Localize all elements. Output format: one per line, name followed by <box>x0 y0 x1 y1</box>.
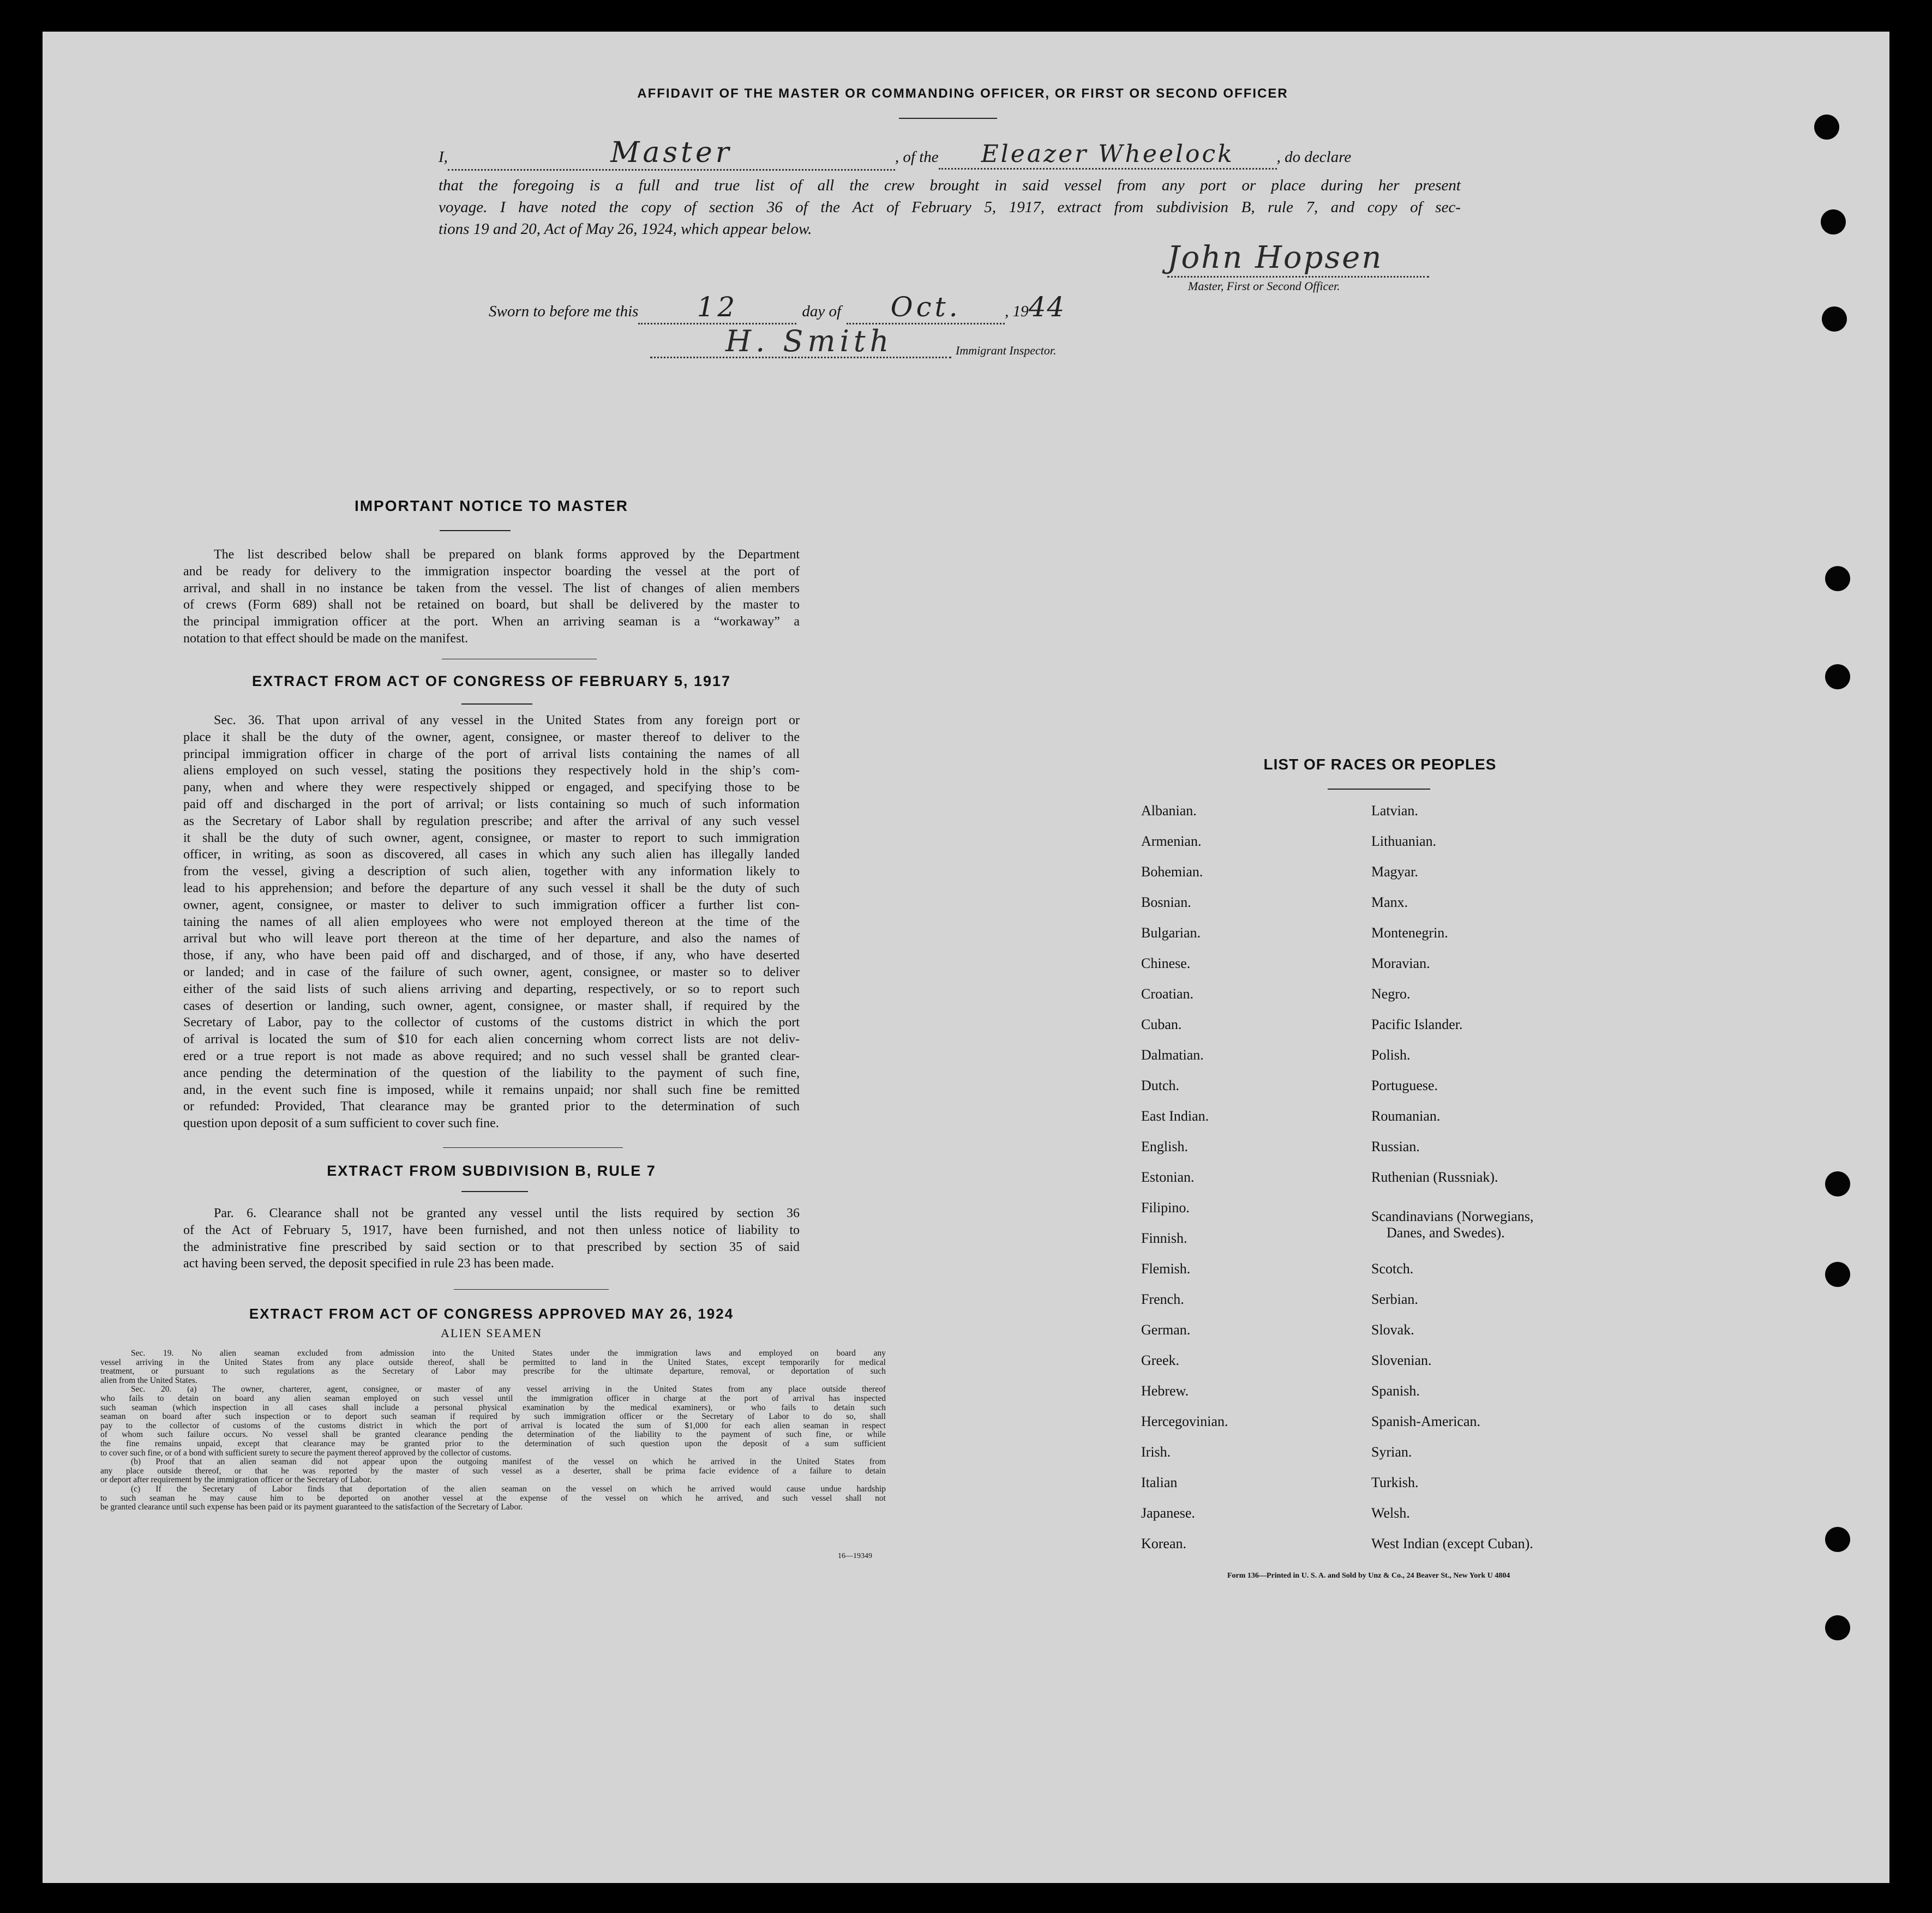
race-item: Slovenian. <box>1371 1352 1432 1368</box>
race-item: West Indian (except Cuban). <box>1371 1536 1533 1551</box>
race-item: Turkish. <box>1371 1475 1419 1490</box>
race-item: Negro. <box>1371 986 1411 1002</box>
notice-line: The list described below shall be prepared on blank forms approved by the Department <box>214 548 800 562</box>
master-signature: John Hopsen <box>1167 240 1383 275</box>
extract-1917-line: ance pending the determination of the question of the liability to the payment of such fine, <box>183 1066 800 1080</box>
declaration-line-4: tions 19 and 20, Act of May 26, 1924, which appear below. <box>439 220 812 238</box>
binder-hole <box>1825 1262 1850 1287</box>
extract-1917-line: officer, in writing, as soon as discovered, all cases in which any such alien has illegally landed <box>183 847 800 862</box>
race-item: Dutch. <box>1141 1078 1180 1093</box>
extract-1917-line: or landed; and in case of the failure of such owner, agent, consignee, or master so to deliver <box>183 965 800 979</box>
race-item: Ruthenian (Russniak). <box>1371 1169 1498 1185</box>
race-item: Dalmatian. <box>1141 1047 1204 1063</box>
extract-1917-line: those, if any, who have been paid off and discharged, and of those, if any, who have deserted <box>183 948 800 963</box>
extract-1917-line: owner, agent, consignee, or master to deliver to such immigration officer a further list con- <box>183 898 800 912</box>
race-item: French. <box>1141 1291 1184 1307</box>
affidavit-title: AFFIDAVIT OF THE MASTER OR COMMANDING OFFICER, OR FIRST OR SECOND OFFICER <box>637 86 1288 101</box>
form-code: 16—19349 <box>838 1552 872 1560</box>
rule7-title: EXTRACT FROM SUBDIVISION B, RULE 7 <box>327 1163 656 1179</box>
race-item: Flemish. <box>1141 1261 1191 1277</box>
sworn-line <box>489 291 1065 324</box>
race-item: Bohemian. <box>1141 864 1203 880</box>
extract-1917-line: and, in the event such fine is imposed, while it remains unpaid; nor shall such fine be remitted <box>183 1082 800 1097</box>
declarant-field <box>448 136 895 171</box>
sworn-day-handwritten: 12 <box>697 291 739 323</box>
extract-1924-line: to such seaman he may cause him to be deported on another vessel at the expense of the vessel on which he arrived, and such vessel shall not <box>100 1493 886 1503</box>
declaration-line-1 <box>439 136 1461 171</box>
extract-1924-line: (b) Proof that an alien seaman did not appear upon the outgoing manifest of the vessel on which he arrived in the United States from <box>131 1457 886 1467</box>
rule7-line: of the Act of February 5, 1917, have been furnished, and not then unless notice of liability to <box>183 1223 800 1237</box>
rule7-rule <box>461 1191 528 1192</box>
race-item: Serbian. <box>1371 1291 1418 1307</box>
binder-hole <box>1814 115 1839 140</box>
race-item: English. <box>1141 1139 1188 1154</box>
extract-1924-title: EXTRACT FROM ACT OF CONGRESS APPROVED MAY 26, 1924 <box>249 1306 734 1322</box>
notice-line: of crews (Form 689) shall not be retained on board, but shall be delivered by the master to <box>183 598 800 612</box>
race-item: Russian. <box>1371 1139 1420 1154</box>
extract-1924-line: seaman on board after such inspection or to deport such seaman if required by such immigration officer or the Secretary of Labor to do so, shall <box>100 1412 886 1422</box>
race-item: Spanish-American. <box>1371 1413 1481 1429</box>
race-item: Bulgarian. <box>1141 925 1201 941</box>
extract-1917-line: either of the said lists of such aliens arriving and departing, respectively, or so to report such <box>183 982 800 996</box>
extract-1924-line: alien from the United States. <box>100 1375 197 1385</box>
race-item: Lithuanian. <box>1371 833 1437 849</box>
inspector-caption: Immigrant Inspector. <box>956 344 1057 357</box>
race-item: Welsh. <box>1371 1505 1410 1521</box>
vessel-prefix: , of the <box>895 148 939 166</box>
binder-hole <box>1825 1615 1850 1640</box>
race-item: Scandinavians (Norwegians, <box>1371 1208 1534 1224</box>
extract-1917-line: lead to his apprehension; and before the departure of any such vessel it shall be the duty of such <box>183 881 800 895</box>
race-item: East Indian. <box>1141 1108 1209 1124</box>
notice-title: IMPORTANT NOTICE TO MASTER <box>354 497 629 514</box>
race-item: Albanian. <box>1141 803 1197 819</box>
extract-1924-line: vessel arriving in the United States from any place outside thereof, shall be permitted to land in the United States, except temporarily for medical <box>100 1357 886 1367</box>
extract-1917-line: principal immigration officer in charge of the port of arrival lists containing the names of all <box>183 747 800 761</box>
extract-1924-line: of whom such failure occurs. No vessel shall be granted clearance pending the determination of the liability to the payment of such fine, or while <box>100 1430 886 1440</box>
race-item: Irish. <box>1141 1444 1171 1460</box>
race-item: Danes, and Swedes). <box>1387 1225 1505 1241</box>
extract-1917-line: arrival but who will leave port thereon at the time of her departure, and also the names of <box>183 931 800 946</box>
extract-1917-body <box>183 712 800 1132</box>
extract-1917-line: it shall be the duty of such owner, agent, consignee, or master to report to such immigration <box>183 831 800 845</box>
extract-1917-line: aliens employed on such vessel, stating the positions they respectively hold in the ship’s com- <box>183 763 800 778</box>
master-caption: Master, First or Second Officer. <box>1188 279 1340 293</box>
race-item: Italian <box>1141 1475 1178 1490</box>
sworn-year-handwritten: 44 <box>1028 291 1066 323</box>
notice-line: the principal immigration officer at the port. When an arriving seaman is a “workaway” a <box>183 615 800 629</box>
extract-1924-line: any place outside thereof, or that he was reported by the master of such vessel as a deserter, shall be prima facie evidence of a failure to detain <box>100 1466 886 1476</box>
notice-rule <box>440 530 511 531</box>
declaration-line-2: that the foregoing is a full and true list of all the crew brought in said vessel from any port or place during her present <box>439 177 1461 194</box>
extract-1917-title: EXTRACT FROM ACT OF CONGRESS OF FEBRUARY 5, 1917 <box>251 673 731 689</box>
notice-line: and be ready for delivery to the immigration inspector boarding the vessel at the port of <box>183 564 800 579</box>
binder-hole <box>1822 306 1847 332</box>
master-signature-line <box>1167 276 1429 278</box>
extract-1924-line: the fine remains unpaid, except that clearance may be granted prior to the determination of such question upon the deposit of a sum sufficient <box>100 1439 886 1448</box>
race-item: Cuban. <box>1141 1016 1182 1032</box>
binder-hole <box>1821 209 1846 234</box>
declare-suffix: , do declare <box>1276 148 1352 166</box>
race-item: Armenian. <box>1141 833 1202 849</box>
race-item: Finnish. <box>1141 1230 1187 1246</box>
extract-1917-line: place it shall be the duty of the owner, agent, consignee, or master thereof to deliver to the <box>183 730 800 744</box>
binder-hole <box>1825 664 1850 689</box>
extract-1917-line: Sec. 36. That upon arrival of any vessel in the United States from any foreign port or <box>214 713 800 727</box>
notice-body <box>183 546 800 647</box>
binder-hole <box>1825 566 1850 591</box>
extract-1917-line: as the Secretary of Labor shall by regulation prescribe; and after the arrival of any such vessel <box>183 814 800 828</box>
extract-1917-line: paid off and discharged in the port of arrival; or lists containing so much of such information <box>183 797 800 811</box>
race-item: Latvian. <box>1371 803 1418 819</box>
extract-1924-line: Sec. 20. (a) The owner, charterer, agent, consignee, or master of any vessel arriving in the United States from any place outside thereof <box>131 1385 886 1394</box>
extract-1917-line: cases of desertion or landing, such owner, agent, consignee, or master shall, if required by the <box>183 998 800 1013</box>
race-item: Filipino. <box>1141 1200 1190 1216</box>
section-divider <box>443 1147 623 1148</box>
race-item: Greek. <box>1141 1352 1180 1368</box>
race-item: Montenegrin. <box>1371 925 1448 941</box>
title-rule <box>899 118 997 119</box>
race-item: Croatian. <box>1141 986 1194 1002</box>
declaration-line-3: voyage. I have noted the copy of section 36 of the Act of February 5, 1917, extract from subdivision B, rule 7, and copy of sec- <box>439 198 1461 216</box>
extract-1924-line: or deport after requirement by the immigration officer or the Secretary of Labor. <box>100 1475 372 1485</box>
extract-1917-line: from the vessel, giving a description of such alien, together with any information likely to <box>183 864 800 879</box>
race-item: Polish. <box>1371 1047 1411 1063</box>
sworn-month-field <box>847 291 1005 324</box>
extract-1924-line: who fails to detain on board any alien seaman employed on such vessel until the immigration officer in charge at the port of arrival has inspected <box>100 1393 886 1403</box>
sworn-day-field <box>638 291 796 324</box>
rule7-line: the administrative fine prescribed by said section or to that prescribed by section 35 of said <box>183 1240 800 1254</box>
race-item: Magyar. <box>1371 864 1418 880</box>
extract-1924-line: such seaman (which inspection in all cases shall include a personal physical examination by the medical examiners), or who fails to detain such <box>100 1403 886 1412</box>
sworn-day-of: day of <box>802 303 842 320</box>
rule7-line: act having been served, the deposit specified in rule 23 has been made. <box>183 1256 554 1271</box>
declarant-handwritten: Master <box>610 136 733 169</box>
extract-1924-line: (c) If the Secretary of Labor finds that deportation of the alien seaman on the vessel on which he arrived would cause undue hardship <box>131 1484 886 1494</box>
race-item: Pacific Islander. <box>1371 1016 1463 1032</box>
sworn-month-handwritten: Oct. <box>890 291 961 323</box>
extract-1917-line: Secretary of Labor, pay to the collector of customs of the customs district in which the port <box>183 1015 800 1030</box>
race-item: Scotch. <box>1371 1261 1414 1277</box>
race-item: Japanese. <box>1141 1505 1195 1521</box>
race-item: Estonian. <box>1141 1169 1195 1185</box>
section-divider <box>454 1289 609 1290</box>
race-item: Chinese. <box>1141 955 1191 971</box>
extract-1917-line: taining the names of all alien employees who were not employed thereon at the time of the <box>183 915 800 929</box>
printer-footer: Form 136—Printed in U. S. A. and Sold by Unz & Co., 24 Beaver St., New York U 4804 <box>1227 1572 1510 1580</box>
extract-1917-line: pany, when and where they were respectively shipped or engaged, and specifying those to be <box>183 780 800 795</box>
extract-1924-line: treatment, or pursuant to such regulations as the Secretary of Labor may prescribe for the ultimate departure, removal, or deportation of such <box>100 1367 886 1376</box>
extract-1917-line: ered or a true report is not made as above required; and no such vessel shall be granted clear- <box>183 1049 800 1063</box>
declarant-prefix: I, <box>439 148 448 166</box>
races-title: LIST OF RACES OR PEOPLES <box>1263 756 1497 773</box>
sworn-prefix: Sworn to before me this <box>489 303 639 320</box>
races-rule <box>1328 789 1430 790</box>
extract-1924-line: be granted clearance until such expense has been paid or its payment guaranteed to the satisfaction of the Secretary of Labor. <box>100 1502 523 1512</box>
vessel-field <box>939 140 1277 170</box>
extract-1924-line: to cover such fine, or of a bond with sufficient surety to secure the payment thereof approved by the collector of customs. <box>100 1448 512 1458</box>
extract-1917-line: question upon deposit of a sum sufficient to cover such fine. <box>183 1116 499 1131</box>
race-item: Bosnian. <box>1141 894 1191 910</box>
race-item: Hercegovinian. <box>1141 1413 1228 1429</box>
race-item: Spanish. <box>1371 1383 1420 1399</box>
binder-hole <box>1825 1171 1850 1196</box>
race-item: Manx. <box>1371 894 1408 910</box>
notice-line: arrival, and shall in no instance be taken from the vessel. The list of changes of alien members <box>183 581 800 595</box>
extract-1917-line: of arrival is located the sum of $10 for each alien concerning whom correct lists are not deliv- <box>183 1032 800 1047</box>
extract-1917-rule <box>461 703 532 705</box>
race-item: Portuguese. <box>1371 1078 1438 1093</box>
race-item: Syrian. <box>1371 1444 1412 1460</box>
race-item: Hebrew. <box>1141 1383 1189 1399</box>
binder-hole <box>1825 1527 1850 1552</box>
rule7-line: Par. 6. Clearance shall not be granted any vessel until the lists required by section 36 <box>214 1206 800 1220</box>
sworn-year-prefix: , 19 <box>1005 303 1029 320</box>
rule7-body <box>183 1205 800 1272</box>
extract-1924-subtitle: ALIEN SEAMEN <box>441 1326 542 1340</box>
race-item: German. <box>1141 1322 1191 1338</box>
notice-line: notation to that effect should be made on the manifest. <box>183 631 469 646</box>
extract-1924-body <box>100 1349 886 1512</box>
race-item: Roumanian. <box>1371 1108 1441 1124</box>
extract-1924-line: Sec. 19. No alien seaman excluded from admission into the United States under the immigration laws and employed on board any <box>131 1349 886 1358</box>
race-item: Moravian. <box>1371 955 1430 971</box>
extract-1924-line: pay to the collector of customs of the customs district in which the port of arrival is located the sum of $1,000 for each alien seaman in respect <box>100 1421 886 1430</box>
race-item: Slovak. <box>1371 1322 1414 1338</box>
extract-1917-line: or refunded: Provided, That clearance may be granted prior to the determination of such <box>183 1099 800 1114</box>
inspector-signature: H. Smith <box>725 324 893 358</box>
vessel-handwritten: Eleazer Wheelock <box>981 140 1234 168</box>
race-item: Korean. <box>1141 1536 1187 1551</box>
